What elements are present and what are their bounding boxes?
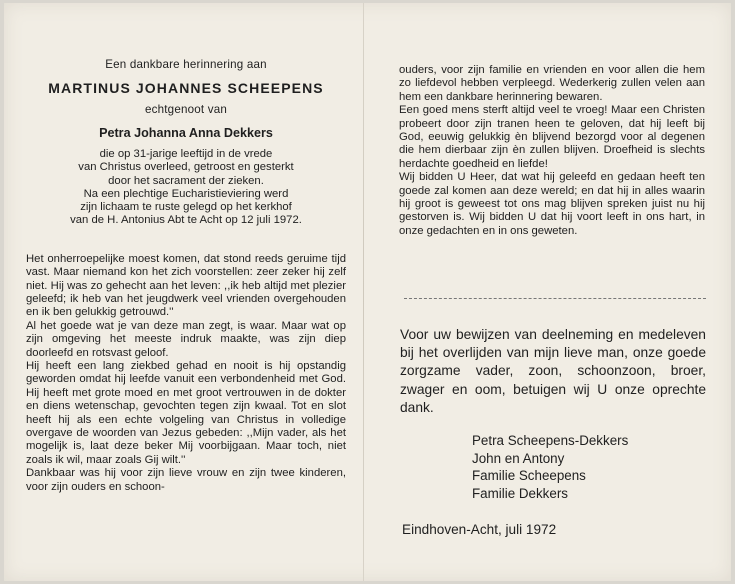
biography	[26, 148, 346, 228]
signatory: Petra Scheepens-Dekkers	[472, 433, 629, 448]
spouse-name: Petra Johanna Anna Dekkers	[99, 126, 273, 140]
paragraph: Wij bidden U Heer, dat wat hij geleefd en gedaan heeft ten goede zal komen aan deze wereld; en dat hij in alles waarin hij groot is geweest tot ons mag blijven spreken juist nu hij gestorven is. Wij bidden U dat hij voort leeft in ons hart, in onze gedachten en in ons geweten.	[399, 171, 705, 237]
left-text-body	[26, 253, 346, 494]
paragraph: Hij heeft een lang ziekbed gehad en nooit is hij opstandig geworden omdat hij leefde vanuit een verbondenheid met God. Hij heeft met grote moed en met groot vertrouwen in de dokter en diens wetenschap, gevochten tegen zijn kwaal. Tot en slot heeft hij als een echte volgeling van Christus in volledige overgave de woorden van Jezus gebeden: ,,Mijn vader, als het mogelijk is, laat deze beker Mij voorbijgaan. Maar toch, niet zoals ik wil, maar zoals Gij wilt.''	[26, 360, 346, 466]
dashed-divider	[404, 298, 706, 299]
paragraph: Een goed mens sterft altijd veel te vroeg! Maar een Christen probeert door zijn tranen heen te geloven, dat hij leeft bij God, eeuwig gelukkig èn blijvend bezorgd voor al degenen die hem dierbaar zijn èn zullen blijven. Droefheid is slechts herdachte goedheid en liefde!	[399, 104, 705, 170]
right-page	[399, 64, 705, 238]
intro-line: Een dankbare herinnering aan	[105, 58, 267, 71]
bio-line: van de H. Antonius Abt te Acht op 12 juli 1972.	[70, 214, 302, 227]
paragraph: Het onherroepelijke moest komen, dat stond reeds geruime tijd vast. Maar niemand kon het zich voorstellen: zeer zeker hij zelf niet. Hij was zo gehecht aan het leven: ,,ik heb altijd met plezier geleefd; ik heb van het jeugdwerk veel vrienden overgehouden en ik ben gelukkig getrouwd.''	[26, 252, 346, 319]
signatories	[472, 432, 722, 502]
bio-line: door het sacrament der zieken.	[108, 174, 264, 187]
spouse-label: echtgenoot van	[144, 102, 228, 116]
bio-line: die op 31-jarige leeftijd in de vrede	[99, 148, 273, 160]
signatory: Familie Scheepens	[472, 468, 586, 484]
card-header	[26, 58, 346, 228]
signatory: John en Antony	[472, 450, 565, 466]
right-text-body	[399, 64, 705, 238]
place-date: Eindhoven-Acht, juli 1972	[402, 522, 557, 537]
paragraph: ouders, voor zijn familie en vrienden en voor allen die hem zo liefdevol hebben verpleegd. Wederkerig zullen velen aan hem een dankbare herinnering bewaren.	[399, 64, 705, 103]
bio-line: zijn lichaam te ruste gelegd op het kerkhof	[80, 201, 292, 214]
deceased-name: MARTINUS JOHANNES SCHEEPENS	[48, 79, 324, 96]
paragraph: Dankbaar was hij voor zijn lieve vrouw en zijn twee kinderen, voor zijn ouders en schoon-	[26, 467, 346, 493]
thanks-message: Voor uw bewijzen van deelneming en medeleven bij het overlijden van mijn lieve man, onze goede zorgzame vader, zoon, schoonzoon, broer, zwager en oom, betuigen wij U onze oprechte dank.	[400, 327, 706, 415]
paragraph: Al het goede wat je van deze man zegt, is waar. Maar wat op zijn omgeving het meeste indruk maakte, was zijn diep doorleefd en rotsvast geloof.	[26, 319, 346, 359]
card-fold-line	[363, 3, 364, 581]
left-page	[26, 58, 346, 494]
bio-line: van Christus overleed, getroost en gesterkt	[78, 161, 294, 174]
bio-line: Na een plechtige Eucharistieviering werd	[83, 187, 289, 200]
signatory: Familie Dekkers	[472, 485, 568, 501]
